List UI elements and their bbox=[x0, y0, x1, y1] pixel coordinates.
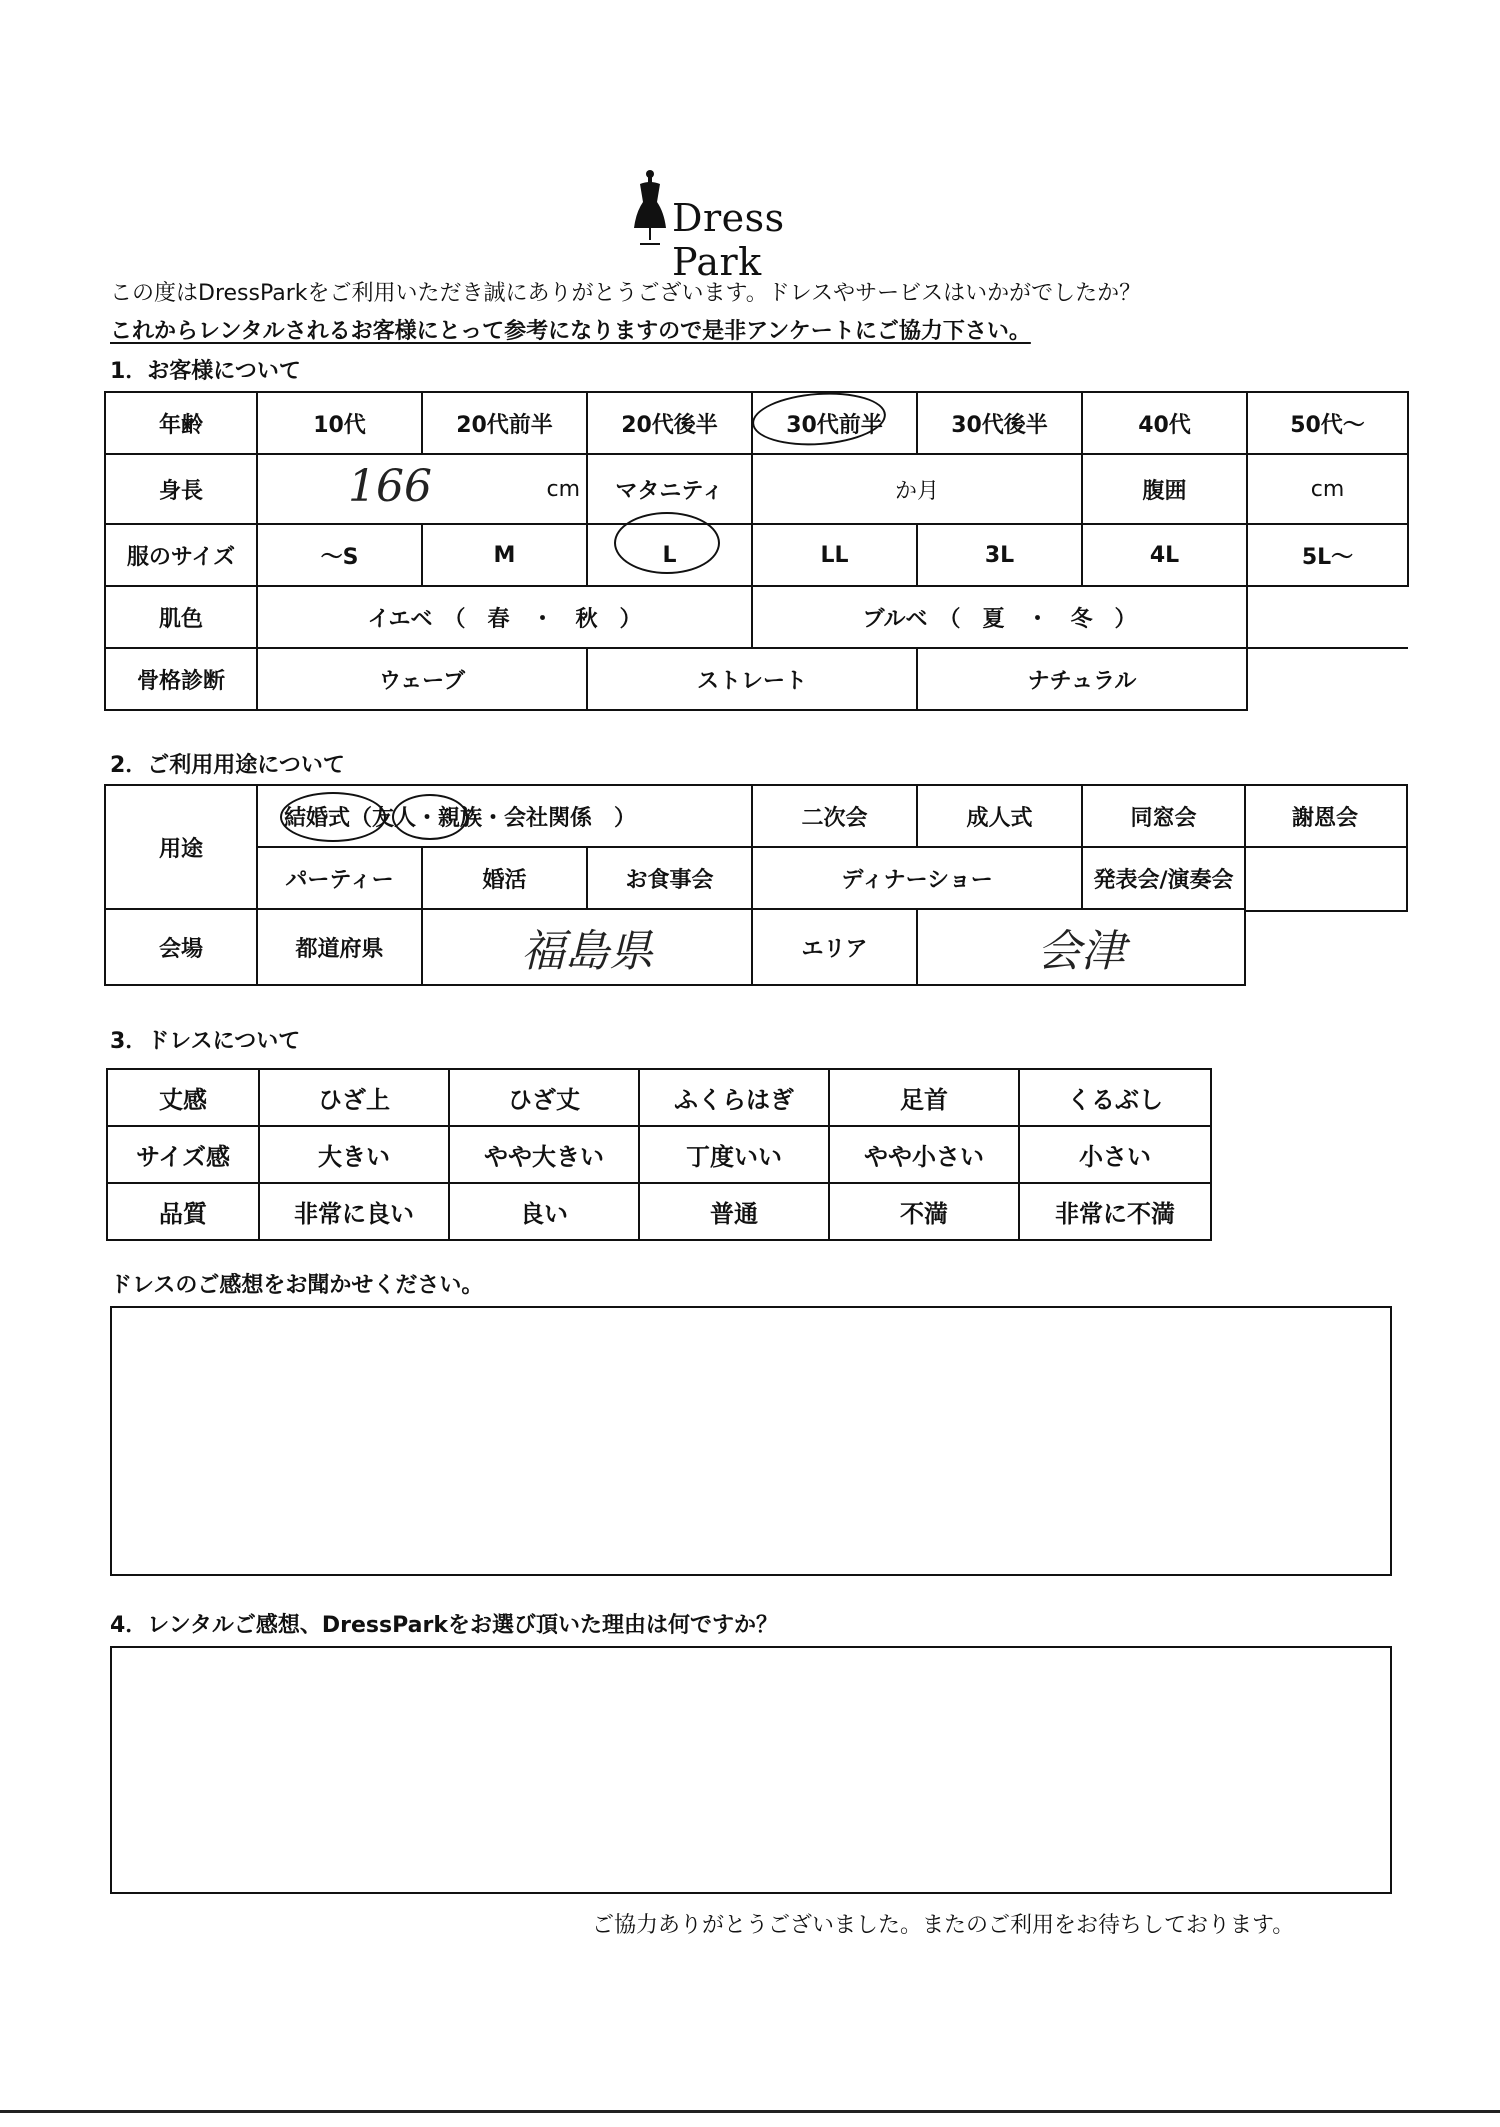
age-option[interactable]: 30代後半 bbox=[917, 392, 1082, 454]
fit-option[interactable]: 大きい bbox=[259, 1126, 449, 1183]
age-option-selected[interactable]: 30代前半 bbox=[752, 392, 917, 454]
pref-field[interactable] bbox=[422, 909, 752, 985]
age-option[interactable]: 20代後半 bbox=[587, 392, 752, 454]
size-selection-circle bbox=[614, 512, 720, 574]
usage-table bbox=[104, 784, 1246, 986]
quality-option[interactable]: 不満 bbox=[829, 1183, 1019, 1240]
age-label: 年齢 bbox=[105, 392, 257, 454]
maternity-months[interactable]: か月 bbox=[752, 454, 1082, 524]
fit-option[interactable]: やや大きい bbox=[449, 1126, 639, 1183]
size-option[interactable]: 4L bbox=[1082, 524, 1247, 586]
area-label: エリア bbox=[752, 909, 917, 985]
waist-unit[interactable]: cm bbox=[1247, 454, 1408, 524]
height-row bbox=[105, 454, 1408, 524]
skin-yellow-option[interactable]: イエベ （ 春 ・ 秋 ） bbox=[257, 586, 752, 648]
section-2-title: 2．ご利用用途について bbox=[110, 753, 345, 778]
size-option-selected[interactable]: L bbox=[587, 524, 752, 586]
section-3-title: 3．ドレスについて bbox=[110, 1029, 301, 1054]
dress-table bbox=[106, 1068, 1212, 1241]
friend-selection-circle bbox=[392, 794, 468, 840]
age-option[interactable]: 20代前半 bbox=[422, 392, 587, 454]
length-option[interactable]: ひざ丈 bbox=[449, 1069, 639, 1126]
usage-extra-column bbox=[1244, 784, 1408, 912]
dress-form-icon bbox=[628, 168, 672, 258]
wedding-selection-circle bbox=[280, 792, 386, 842]
length-option[interactable]: ひざ上 bbox=[259, 1069, 449, 1126]
use-option[interactable]: お食事会 bbox=[587, 847, 752, 909]
section-1-title: 1．お客様について bbox=[110, 359, 301, 384]
length-row bbox=[107, 1069, 1211, 1126]
quality-option[interactable]: 普通 bbox=[639, 1183, 829, 1240]
pref-label: 都道府県 bbox=[257, 909, 422, 985]
use-option[interactable]: ディナーショー bbox=[752, 847, 1082, 909]
use-option[interactable]: パーティー bbox=[257, 847, 422, 909]
usage-row-1 bbox=[105, 785, 1245, 847]
intro-request: これからレンタルされるお客様にとって参考になりますので是非アンケートにご協力下さい。 bbox=[110, 319, 1031, 344]
skin-row bbox=[105, 586, 1408, 648]
fit-label: サイズ感 bbox=[107, 1126, 259, 1183]
fit-row bbox=[107, 1126, 1211, 1183]
use-option[interactable]: 二次会 bbox=[752, 785, 917, 847]
quality-option[interactable]: 非常に良い bbox=[259, 1183, 449, 1240]
use-option[interactable]: 発表会/演奏会 bbox=[1082, 847, 1245, 909]
section-4-title: 4．レンタルご感想、DressParkをお選び頂いた理由は何ですか？ bbox=[110, 1613, 778, 1638]
pref-value: 福島県 bbox=[521, 926, 653, 977]
size-label: 服のサイズ bbox=[105, 524, 257, 586]
frame-option[interactable]: ストレート bbox=[587, 648, 917, 710]
waist-label: 腹囲 bbox=[1082, 454, 1247, 524]
quality-row bbox=[107, 1183, 1211, 1240]
dresspark-logo bbox=[628, 168, 868, 284]
length-option[interactable]: くるぶし bbox=[1019, 1069, 1211, 1126]
age-option[interactable]: 50代～ bbox=[1247, 392, 1408, 454]
wedding-detail: （友人・親族・会社関係 ） bbox=[350, 805, 637, 831]
height-value: 166 bbox=[348, 461, 432, 512]
dress-impression-textarea[interactable] bbox=[110, 1306, 1392, 1576]
fit-option[interactable]: 丁度いい bbox=[639, 1126, 829, 1183]
usage-row-2 bbox=[105, 847, 1245, 909]
thanks-message: ご協力ありがとうございました。またのご利用をお待ちしております。 bbox=[592, 1913, 1295, 1938]
frame-label: 骨格診断 bbox=[105, 648, 257, 710]
quality-option[interactable]: 良い bbox=[449, 1183, 639, 1240]
quality-option[interactable]: 非常に不満 bbox=[1019, 1183, 1211, 1240]
size-option[interactable]: LL bbox=[752, 524, 917, 586]
maternity-label: マタニティ bbox=[587, 454, 752, 524]
age-option[interactable]: 40代 bbox=[1082, 392, 1247, 454]
length-label: 丈感 bbox=[107, 1069, 259, 1126]
length-option[interactable]: ふくらはぎ bbox=[639, 1069, 829, 1126]
use-label: 用途 bbox=[105, 785, 257, 909]
size-option[interactable]: M bbox=[422, 524, 587, 586]
area-value: 会津 bbox=[1037, 926, 1126, 977]
use-option[interactable]: 婚活 bbox=[422, 847, 587, 909]
frame-row bbox=[105, 648, 1408, 710]
venue-label: 会場 bbox=[105, 909, 257, 985]
size-option[interactable]: ～S bbox=[257, 524, 422, 586]
skin-blue-option[interactable]: ブルベ （ 夏 ・ 冬 ） bbox=[752, 586, 1247, 648]
quality-label: 品質 bbox=[107, 1183, 259, 1240]
impression-title: ドレスのご感想をお聞かせください。 bbox=[110, 1273, 484, 1298]
customer-table bbox=[104, 391, 1409, 711]
height-unit: cm bbox=[546, 476, 580, 502]
skin-label: 肌色 bbox=[105, 586, 257, 648]
size-row bbox=[105, 524, 1408, 586]
venue-row bbox=[105, 909, 1245, 985]
wedding-label: 結婚式 bbox=[284, 805, 351, 831]
footer-line bbox=[0, 2110, 1500, 2113]
use-option[interactable]: 成人式 bbox=[917, 785, 1082, 847]
use-option[interactable]: 謝恩会 bbox=[1244, 786, 1406, 848]
frame-option[interactable]: ナチュラル bbox=[917, 648, 1247, 710]
fit-option[interactable]: やや小さい bbox=[829, 1126, 1019, 1183]
height-label: 身長 bbox=[105, 454, 257, 524]
size-option[interactable]: 3L bbox=[917, 524, 1082, 586]
height-field[interactable] bbox=[257, 454, 587, 524]
frame-option[interactable]: ウェーブ bbox=[257, 648, 587, 710]
use-option[interactable]: 同窓会 bbox=[1082, 785, 1245, 847]
rental-reason-textarea[interactable] bbox=[110, 1646, 1392, 1894]
length-option[interactable]: 足首 bbox=[829, 1069, 1019, 1126]
size-option[interactable]: 5L～ bbox=[1247, 524, 1408, 586]
age-option[interactable]: 10代 bbox=[257, 392, 422, 454]
area-field[interactable] bbox=[917, 909, 1245, 985]
brand-name: Dress Park bbox=[672, 196, 785, 284]
fit-option[interactable]: 小さい bbox=[1019, 1126, 1211, 1183]
intro-text: この度はDressParkをご利用いただき誠にありがとうございます。ドレスやサービスはいかがでしたか？ bbox=[110, 281, 1142, 306]
